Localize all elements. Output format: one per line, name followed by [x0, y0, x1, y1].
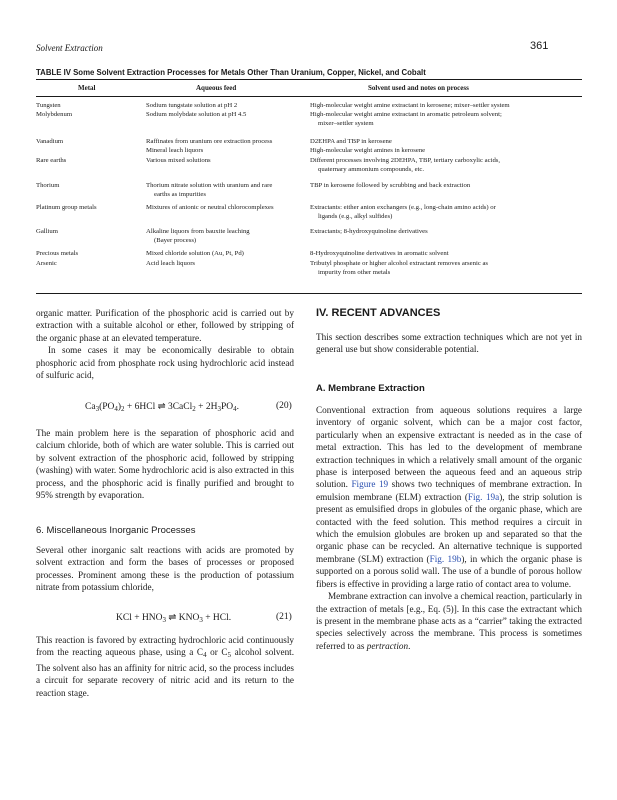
table-cell-feed: [146, 203, 306, 212]
paragraph: Membrane extraction can involve a chemical reaction, particularly in the extraction of metals [e.g., Eq. (5)]. In this case the extractant which is present in the membrane phase acts as a “carrier” taking the extracted species selectively across the membrane. This process is sometimes referred to as pertraction.: [316, 591, 582, 651]
table-cell-solvent-text-cont: quaternary ammonium compounds, etc.: [318, 166, 425, 173]
table-cell-feed-text: Mixed chloride solution (Au, Pt, Pd): [146, 250, 244, 257]
col-header-aqueous-feed: Aqueous feed: [196, 84, 237, 92]
table-cell-feed: [146, 101, 306, 110]
table-cell-metal: [36, 181, 141, 190]
table-bottom-rule: [36, 293, 582, 294]
heading-recent-advances: IV. RECENT ADVANCES: [316, 307, 441, 319]
table-cell-metal: [36, 249, 141, 258]
table-cell-metal-text: Rare earths: [36, 157, 67, 164]
table-cell-feed-text: Thorium nitrate solution with uranium and rare: [146, 182, 273, 189]
paragraph: This reaction is favored by extracting hydrochloric acid continuously from the reacting aqueous phase, using a $C_4$ or $C_5$ alcohol solvent. The solvent also has an affinity for nitric acid, so the process includes a circuit for separate recovery of nitric acid and its return to the reaction stage.: [36, 635, 295, 698]
table-cell-solvent: [310, 146, 582, 155]
table-title: TABLE IV Some Solvent Extraction Processes for Metals Other Than Uranium, Copper, Nickel, and Cobalt: [36, 68, 426, 77]
right-column-cont: [316, 404, 582, 652]
table-cell-feed-text-cont: earths as impurities: [154, 191, 207, 198]
paragraph: This section describes some extraction techniques which are not yet in general use but show considerable potential.: [316, 332, 582, 355]
table-cell-metal: [36, 156, 141, 165]
table-cell-solvent-text-cont: impurity from other metals: [318, 269, 391, 276]
equation-20-number: (20): [276, 401, 292, 411]
table-cell-solvent-text: High-molecular weight amine extractant in aromatic petroleum solvent;: [310, 111, 502, 118]
table-cell-metal-text: Gallium: [36, 228, 58, 235]
running-title: Solvent Extraction: [36, 43, 103, 53]
table-cell-metal: [36, 110, 141, 119]
table-cell-metal-text: Arsenic: [36, 260, 57, 267]
table-cell-metal: [36, 203, 141, 212]
table-cell-feed: [146, 259, 306, 268]
table-cell-metal: [36, 137, 141, 146]
figure-19a-link[interactable]: Fig. 19a: [467, 491, 500, 502]
figure-19b-link[interactable]: Fig. 19b: [429, 553, 462, 564]
table-cell-solvent-text: Tributyl phosphate or higher alcohol extractant removes arsenic as: [310, 260, 489, 267]
table-cell-feed-text: Sodium tungstate solution at pH 2: [146, 102, 238, 109]
col-header-metal: Metal: [78, 84, 96, 92]
paragraph: In some cases it may be economically desirable to obtain phosphoric acid from phosphate rock using hydrochloric acid instead of sulfuric acid,: [36, 345, 294, 381]
table-cell-metal: [36, 101, 141, 110]
table-cell-solvent: [310, 101, 582, 110]
table-cell-metal-text: Vanadium: [36, 138, 64, 145]
table-cell-metal-text: Thorium: [36, 182, 60, 189]
table-cell-feed-text: Sodium molybdate solution at pH 4.5: [146, 111, 247, 118]
table-cell-solvent: [310, 137, 582, 146]
paragraph: organic matter. Purification of the phosphoric acid is carried out by extraction with a suitable alcohol or ether, followed by stripping of the organic phase at an elevated temperature.: [36, 308, 294, 343]
left-column-cont2: [36, 544, 294, 594]
table-cell-solvent: [310, 156, 582, 174]
table-cell-solvent: [310, 181, 582, 190]
table-cell-solvent-text: Extractants: either anion exchangers (e.g., long-chain amino acids) or: [310, 204, 496, 211]
table-cell-solvent-text: 8-Hydroxyquinoline derivatives in aromatic solvent: [310, 250, 449, 257]
table-cell-metal-text: Precious metals: [36, 250, 79, 257]
paragraph: Several other inorganic salt reactions with acids are promoted by solvent extraction and form the bases of processes or proposed processes. Prominent among these is the production of potassium nitrate from potassium chloride,: [36, 545, 294, 593]
table-cell-feed-text: Various mixed solutions: [146, 157, 211, 164]
equation-21-number: (21): [276, 612, 292, 622]
table-cell-metal: [36, 227, 141, 236]
table-cell-feed: [146, 249, 306, 258]
table-cell-metal-text: Platinum group metals: [36, 204, 97, 211]
table-cell-solvent-text: D2EHPA and TBP in kerosene: [310, 138, 392, 145]
table-cell-feed-text: Raffinates from uranium ore extraction process: [146, 138, 273, 145]
left-column-cont3: [36, 634, 294, 699]
table-cell-solvent-text-cont: ligands (e.g., alkyl sulfides): [318, 213, 393, 220]
table-cell-feed-text-cont: (Bayer process): [154, 237, 197, 244]
table-cell-feed: [146, 227, 306, 245]
table-cell-feed-text: Mineral leach liquors: [146, 147, 204, 154]
table-cell-solvent-text: Extractants; 8-hydroxyquinoline derivatives: [310, 228, 428, 235]
figure-19-link[interactable]: Figure 19: [351, 479, 389, 490]
table-cell-solvent-text: High-molecular weight amine extractant in kerosene; mixer–settler system: [310, 102, 510, 109]
table-header-rule: [36, 96, 582, 97]
table-cell-feed: [146, 137, 306, 146]
table-cell-feed: [146, 181, 306, 199]
equation-20: $Ca_3(PO_4)_2 + 6HCl$ ⇌ 3CaCl$_2$ + $2H_3PO_4$.: [85, 402, 239, 413]
left-column-cont: [36, 427, 294, 501]
table-cell-feed-text: Acid leach liquors: [146, 260, 196, 267]
table-cell-metal: [36, 259, 141, 268]
heading-miscellaneous: 6. Miscellaneous Inorganic Processes: [36, 525, 196, 536]
table-cell-solvent: [310, 259, 582, 277]
table-cell-solvent-text: TBP in kerosene followed by scrubbing and back extraction: [310, 182, 471, 189]
table-cell-solvent: [310, 110, 582, 128]
table-top-rule: [36, 79, 582, 80]
table-cell-feed: [146, 110, 306, 119]
table-cell-solvent: [310, 249, 582, 258]
table-cell-solvent-text-cont: mixer–settler system: [318, 120, 374, 127]
equation-21: KCl + $HNO_3$ ⇌ $KNO_3$ + HCl.: [116, 613, 232, 624]
table-cell-metal-text: Tungsten: [36, 102, 61, 109]
table-cell-solvent-text: Different processes involving 2DEHPA, TBP, tertiary carboxylic acids,: [310, 157, 501, 164]
heading-membrane-extraction: A. Membrane Extraction: [316, 383, 425, 394]
table-cell-metal-text: Molybdenum: [36, 111, 73, 118]
right-column: [316, 331, 582, 356]
col-header-solvent: Solvent used and notes on process: [368, 84, 469, 92]
table-cell-feed: [146, 146, 306, 155]
table-cell-solvent: [310, 227, 582, 236]
table-cell-feed-text: Mixtures of anionic or neutral chlorocomplexes: [146, 204, 274, 211]
table-cell-solvent-text: High-molecular weight amines in kerosene: [310, 147, 426, 154]
table-cell-feed-text: Alkaline liquors from bauxite leaching: [146, 228, 250, 235]
paragraph: The main problem here is the separation of phosphoric acid and calcium chloride, both of which are water soluble. This is carried out by solvent extraction of the phosphoric acid, followed by stripping (washing) with water. Some hydrochloric acid is also extracted in this process, and the phosphoric acid is finally purified and brought to 95% strength by evaporation.: [36, 428, 294, 501]
paragraph: Conventional extraction from aqueous solutions requires a large inventory of organic solvent, which can be a major cost factor, particularly when an expensive extractant is needed as in the case of metal extraction. This has led to the development of membrane extraction techniques in which a relatively small amount of the organic phase is interposed between the aqueous feed and an aqueous strip solution. Figure 19 shows two techniques of membrane extraction. In emulsion membrane (ELM) extraction (Fig. 19a), the strip solution is present as emulsified drops in globules of the organic phase, which are contacted with the feed solution. This method requires a circuit in which the emulsion globules are broken up and separated so that the organic phase can be recycled. An alternative technique is supported membrane (SLM) extraction (Fig. 19b), in which the organic phase is supported on a porous solid wall. The use of a bundle of porous hollow fibers is effective in providing a large ratio of contact area to volume.: [316, 405, 583, 589]
table-cell-solvent: [310, 203, 582, 221]
left-column: [36, 307, 294, 381]
page-number: 361: [530, 40, 549, 52]
table-cell-feed: [146, 156, 306, 165]
